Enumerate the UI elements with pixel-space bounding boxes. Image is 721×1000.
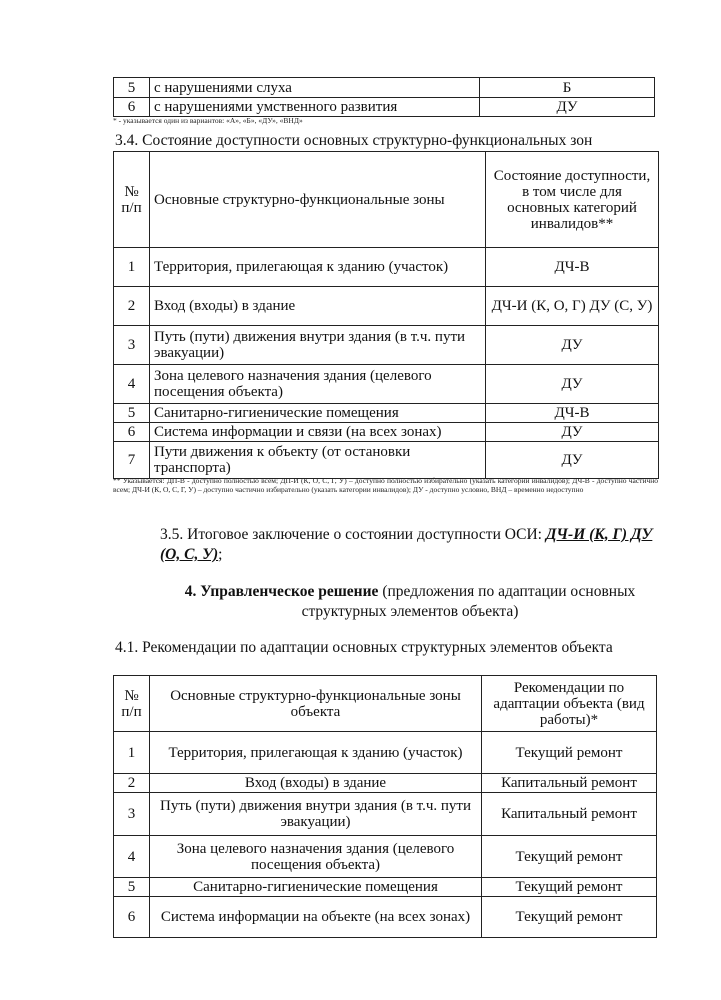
header-state: Состояние доступности, в том числе для основных категорий инвалидов**	[486, 152, 659, 248]
row-num: 5	[114, 78, 150, 98]
table-row	[114, 423, 659, 442]
row-rec: Текущий ремонт	[482, 897, 657, 938]
section-4-rest: (предложения по адаптации основных структурных элементов объекта)	[301, 583, 636, 620]
row-state: ДЧ-В	[486, 404, 659, 423]
table-row	[114, 897, 657, 938]
row-zone: Путь (пути) движения внутри здания (в т.ч. пути эвакуации)	[150, 326, 486, 365]
table-header-row	[114, 152, 659, 248]
header-num: № п/п	[114, 152, 150, 248]
table-row	[114, 732, 657, 774]
row-rec: Текущий ремонт	[482, 878, 657, 897]
row-zone: Санитарно-гигиенические помещения	[150, 878, 482, 897]
row-state: ДУ	[486, 365, 659, 404]
row-num: 3	[114, 793, 150, 836]
row-zone: Зона целевого назначения здания (целевого посещения объекта)	[150, 365, 486, 404]
section-3-5-prefix: 3.5. Итоговое заключение о состоянии доступности ОСИ:	[160, 526, 546, 543]
row-zone: Санитарно-гигиенические помещения	[150, 404, 486, 423]
section-3-5-value: ДЧ-И (К, Г) ДУ (О, С, У)	[160, 526, 653, 563]
table-row	[114, 248, 659, 287]
row-zone: Территория, прилегающая к зданию (участок)	[150, 248, 486, 287]
row-state: ДЧ-В	[486, 248, 659, 287]
footnote-3-4: ** Указывается: ДП-В - доступно полностью всем; ДП-И (К, О, С, Г, У) – доступно полностью избирательно (указать категории инвалидов); ДЧ-В - доступно частично всем; ДЧ-И (К, О, С, Г, У) – доступно частично избирательно (указать категории инвалидов); ДУ - доступно условно, ВНД – временно недоступно	[113, 476, 658, 494]
row-num: 6	[114, 897, 150, 938]
section-4-bold: Управленческое решение	[200, 583, 379, 600]
row-num: 4	[114, 836, 150, 878]
table-row	[114, 836, 657, 878]
row-zone: Зона целевого назначения здания (целевого посещения объекта)	[150, 836, 482, 878]
row-num: 5	[114, 404, 150, 423]
row-num: 5	[114, 878, 150, 897]
row-text: с нарушениями умственного развития	[150, 98, 480, 117]
table-row	[114, 442, 659, 479]
table-4-1-recommendations	[113, 675, 657, 938]
header-rec: Рекомендации по адаптации объекта (вид работы)*	[482, 676, 657, 732]
row-rec: Капитальный ремонт	[482, 774, 657, 793]
row-text: с нарушениями слуха	[150, 78, 480, 98]
row-zone: Пути движения к объекту (от остановки транспорта)	[150, 442, 486, 479]
row-num: 6	[114, 98, 150, 117]
row-zone: Система информации на объекте (на всех зонах)	[150, 897, 482, 938]
row-num: 4	[114, 365, 150, 404]
row-state: ДЧ-И (К, О, Г) ДУ (С, У)	[486, 287, 659, 326]
row-state: ДУ	[486, 423, 659, 442]
header-zone: Основные структурно-функциональные зоны	[150, 152, 486, 248]
footnote-top: * - указывается один из вариантов: «А», «Б», «ДУ», «ВНД»	[113, 116, 303, 125]
table-header-row	[114, 676, 657, 732]
row-zone: Вход (входы) в здание	[150, 774, 482, 793]
row-rec: Текущий ремонт	[482, 732, 657, 774]
table-row	[114, 793, 657, 836]
row-value: Б	[480, 78, 655, 98]
row-zone: Территория, прилегающая к зданию (участок)	[150, 732, 482, 774]
row-zone: Путь (пути) движения внутри здания (в т.ч. пути эвакуации)	[150, 793, 482, 836]
table-row	[114, 774, 657, 793]
section-3-5-suffix: ;	[218, 546, 223, 563]
row-zone: Система информации и связи (на всех зонах)	[150, 423, 486, 442]
section-3-5	[160, 525, 655, 565]
section-3-4-title: 3.4. Состояние доступности основных структурно-функциональных зон	[115, 132, 593, 149]
row-state: ДУ	[486, 326, 659, 365]
row-num: 2	[114, 774, 150, 793]
row-num: 6	[114, 423, 150, 442]
row-num: 1	[114, 732, 150, 774]
section-4-1-title: 4.1. Рекомендации по адаптации основных структурных элементов объекта	[115, 639, 613, 656]
table-top-categories	[113, 77, 655, 117]
row-num: 2	[114, 287, 150, 326]
row-value: ДУ	[480, 98, 655, 117]
table-row	[114, 78, 655, 98]
table-row	[114, 365, 659, 404]
row-zone: Вход (входы) в здание	[150, 287, 486, 326]
table-row	[114, 878, 657, 897]
row-rec: Капитальный ремонт	[482, 793, 657, 836]
section-4-num: 4.	[184, 583, 197, 600]
row-num: 1	[114, 248, 150, 287]
row-state: ДУ	[486, 442, 659, 479]
row-num: 7	[114, 442, 150, 479]
section-4-heading	[160, 582, 660, 622]
row-rec: Текущий ремонт	[482, 836, 657, 878]
row-num: 3	[114, 326, 150, 365]
table-row	[114, 98, 655, 117]
table-row	[114, 404, 659, 423]
table-3-4-zones	[113, 151, 659, 479]
table-row	[114, 287, 659, 326]
header-num: № п/п	[114, 676, 150, 732]
header-zone: Основные структурно-функциональные зоны объекта	[150, 676, 482, 732]
table-row	[114, 326, 659, 365]
